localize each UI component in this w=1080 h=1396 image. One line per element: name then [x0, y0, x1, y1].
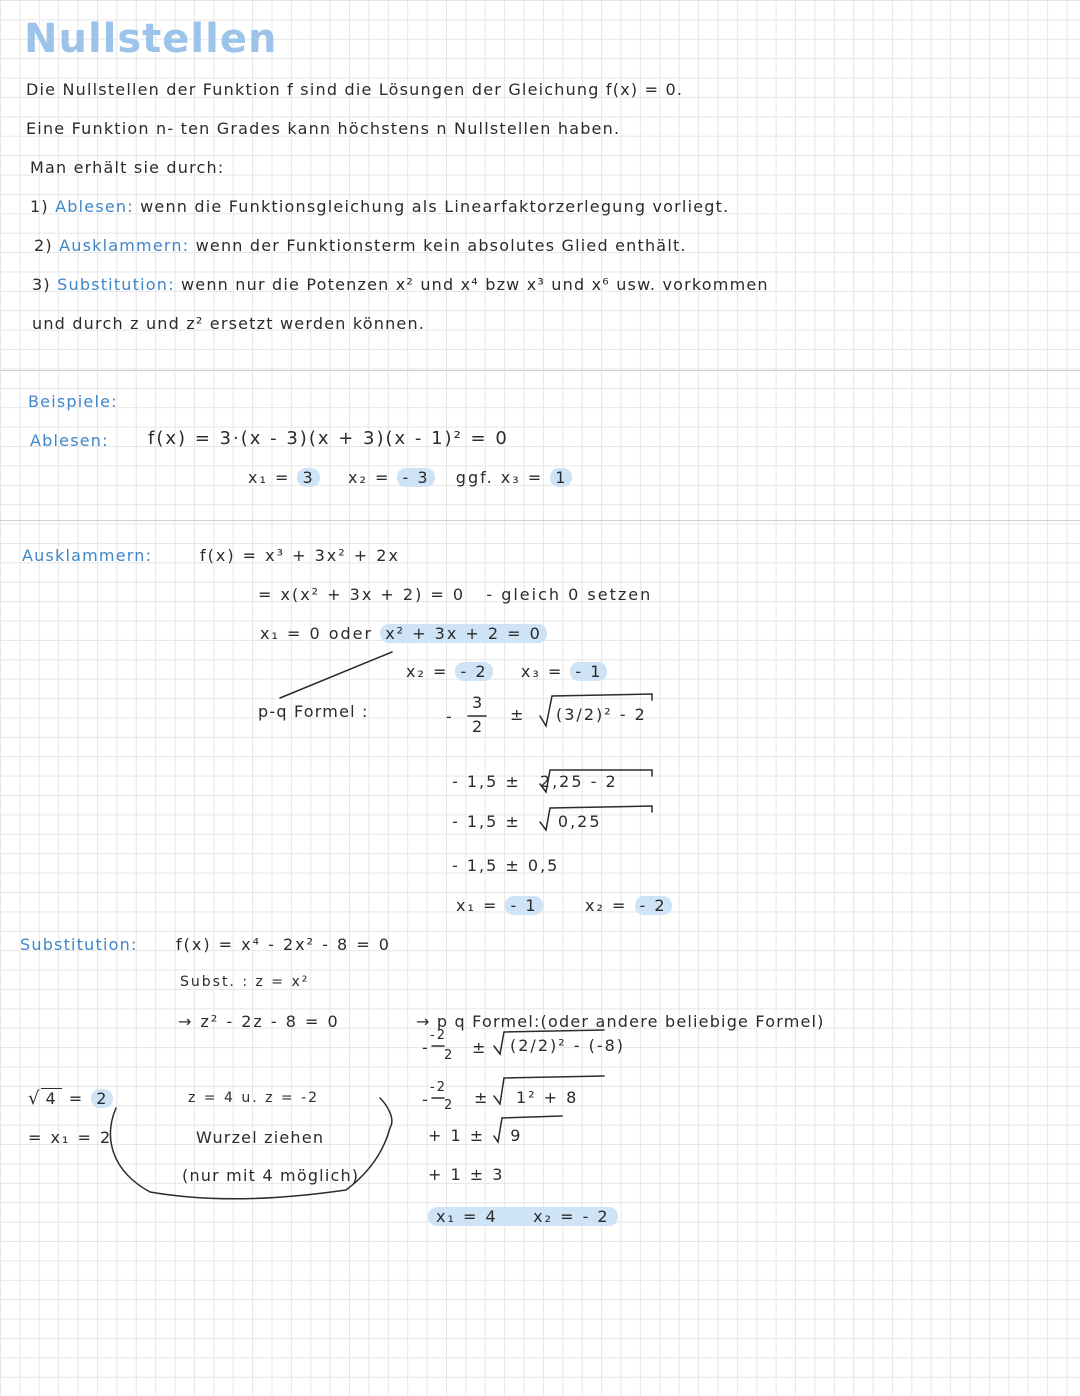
method-3-continued: und durch z und z² ersetzt werden können. — [32, 314, 426, 333]
substitution-eq1: f(x) = x⁴ - 2x² - 8 = 0 — [176, 935, 391, 954]
substitution-eq2: → z² - 2z - 8 = 0 — [178, 1012, 340, 1031]
ausklammern-roots — [406, 662, 607, 681]
method-text: wenn nur die Potenzen x² und x⁴ bzw x³ und x⁶ usw. vorkommen — [180, 275, 769, 294]
root-value: - 3 — [397, 468, 434, 487]
method-text: wenn die Funktionsgleichung als Linearfaktorzerlegung vorliegt. — [140, 197, 730, 216]
substitution-pq-note: → p q Formel:(oder andere beliebige Formel) — [416, 1012, 825, 1031]
sub-pq-step-2 — [422, 1080, 622, 1120]
method-name: Ablesen: — [55, 197, 134, 216]
root-label: x₁ = — [436, 1207, 479, 1226]
method-name: Substitution: — [57, 275, 175, 294]
root-value: 2 — [91, 1089, 113, 1108]
pq-results — [456, 896, 672, 915]
ablesen-roots — [248, 468, 572, 487]
ablesen-label: Ablesen: — [30, 431, 109, 450]
radicand: 4 — [41, 1088, 61, 1108]
plus-minus: ± — [472, 1038, 488, 1057]
sign: - — [422, 1090, 430, 1109]
fraction-denominator: 2 — [444, 1098, 455, 1113]
root-label: ggf. x₃ = — [455, 468, 544, 487]
fraction-numerator: -2 — [430, 1080, 447, 1095]
ausklammern-eq3 — [260, 624, 547, 643]
method-3 — [32, 275, 769, 294]
intro-line-1: Die Nullstellen der Funktion f sind die Lösungen der Gleichung f(x) = 0. — [26, 80, 684, 99]
radicand: 2,25 - 2 — [539, 772, 618, 791]
fraction-numerator: 3 — [472, 693, 485, 712]
highlighted-equation: x² + 3x + 2 = 0 — [380, 624, 547, 643]
radicand: 0,25 — [557, 812, 602, 831]
fraction-numerator: -2 — [430, 1028, 447, 1043]
ausklammern-label: Ausklammern: — [22, 546, 153, 565]
pq-step-4: - 1,5 ± 0,5 — [452, 856, 560, 875]
radicand: 1² + 8 — [516, 1088, 579, 1107]
root-label: x₁ = — [456, 896, 499, 915]
method-number: 1) — [30, 197, 49, 216]
method-name: Ausklammern: — [59, 236, 190, 255]
plus-minus: ± — [474, 1088, 490, 1107]
method-number: 3) — [32, 275, 51, 294]
root-value: 3 — [297, 468, 319, 487]
equation-text: x₁ = 0 oder — [260, 624, 374, 643]
section-divider — [0, 370, 1080, 371]
root-value: - 2 — [582, 1207, 610, 1226]
step-prefix: - 1,5 ± — [452, 772, 521, 791]
root-label: x₃ = — [520, 662, 564, 681]
sub-pq-results — [428, 1207, 618, 1226]
connector-line — [280, 652, 392, 698]
radicand: (2/2)² - (-8) — [510, 1036, 626, 1055]
intro-line-2: Eine Funktion n- ten Grades kann höchstens n Nullstellen haben. — [26, 119, 621, 138]
method-text: wenn der Funktionsterm kein absolutes Glied enthält. — [195, 236, 687, 255]
equation-note: - gleich 0 setzen — [486, 585, 653, 604]
pq-step-3 — [452, 812, 602, 831]
sqrt-4 — [28, 1088, 113, 1109]
root-highlight — [428, 1207, 618, 1226]
final-result: = x₁ = 2 — [28, 1128, 113, 1147]
sub-pq-step-4: + 1 ± 3 — [428, 1165, 505, 1184]
fraction-denominator: 2 — [444, 1048, 455, 1063]
root-value: - 2 — [455, 662, 492, 681]
z-results: z = 4 u. z = -2 — [188, 1090, 320, 1106]
sign: - — [422, 1038, 430, 1057]
equals: = — [68, 1089, 85, 1108]
examples-label: Beispiele: — [28, 392, 118, 411]
root-value: - 1 — [505, 896, 542, 915]
root-value: 4 — [485, 1207, 498, 1226]
method-1 — [30, 197, 729, 216]
sub-pq-step-1 — [422, 1028, 626, 1072]
sub-pq-step-3 — [428, 1126, 522, 1145]
sign: - — [446, 707, 454, 726]
root-value: - 2 — [635, 896, 672, 915]
intro-line-3: Man erhält sie durch: — [30, 158, 225, 177]
step-prefix: - 1,5 ± — [452, 812, 521, 831]
sqrt-sign: √ — [28, 1088, 42, 1109]
root-value: 1 — [550, 468, 572, 487]
root-label: x₂ = — [585, 896, 628, 915]
root-label: x₂ = — [348, 468, 391, 487]
pq-step-2 — [452, 772, 618, 791]
root-label: x₁ = — [248, 468, 291, 487]
method-number: 2) — [34, 236, 53, 255]
nur-mit-4: (nur mit 4 möglich) — [182, 1166, 360, 1185]
ablesen-equation: f(x) = 3·(x - 3)(x + 3)(x - 1)² = 0 — [148, 428, 509, 449]
root-label: x₂ = — [406, 662, 449, 681]
equation-text: = x(x² + 3x + 2) = 0 — [258, 585, 466, 604]
wurzel-ziehen: Wurzel ziehen — [196, 1128, 325, 1147]
root-value: - 1 — [570, 662, 607, 681]
method-2 — [34, 236, 687, 255]
section-divider — [0, 520, 1080, 521]
radicand: (3/2)² - 2 — [556, 705, 647, 724]
substitution-label: Substitution: — [20, 935, 138, 954]
pq-label: p-q Formel : — [258, 702, 369, 721]
ausklammern-eq1: f(x) = x³ + 3x² + 2x — [200, 546, 400, 565]
ausklammern-eq2 — [258, 585, 652, 604]
root-label: x₂ = — [533, 1207, 576, 1226]
radicand: 9 — [510, 1126, 523, 1145]
step-prefix: + 1 ± — [428, 1126, 486, 1145]
fraction-denominator: 2 — [472, 717, 485, 736]
substitution-subst: Subst. : z = x² — [180, 974, 310, 990]
plus-minus: ± — [510, 705, 526, 724]
page-title: Nullstellen — [24, 16, 278, 62]
